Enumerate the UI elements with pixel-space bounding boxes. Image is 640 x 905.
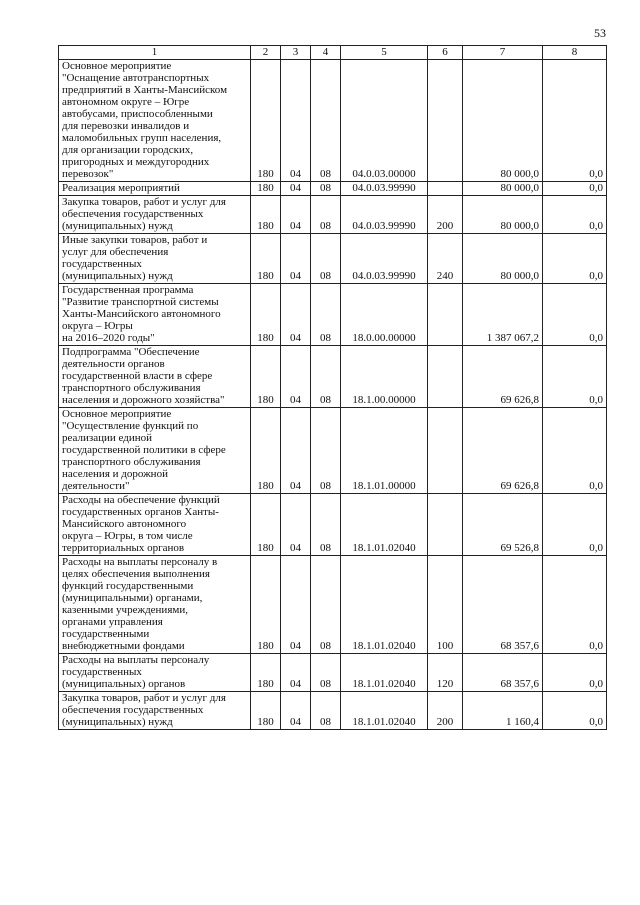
admin-code-cell: 180 — [251, 284, 281, 346]
amount-cell: 1 160,4 — [463, 692, 543, 730]
row-name-line: автобусами, приспособленными — [62, 108, 213, 120]
row-name-line: функций государственными — [62, 580, 194, 592]
amount-secondary-cell: 0,0 — [543, 346, 607, 408]
row-name-line: услуг для обеспечения — [62, 246, 169, 258]
target-article-cell: 18.1.01.02040 — [341, 494, 428, 556]
expense-type-cell: 200 — [428, 196, 463, 234]
row-name-line: казенными учреждениями, — [62, 604, 188, 616]
amount-cell: 68 357,6 — [463, 556, 543, 654]
row-name-line: обеспечения государственных — [62, 208, 204, 220]
row-name-line: населения и дорожной — [62, 468, 168, 480]
amount-secondary-cell: 0,0 — [543, 60, 607, 182]
row-name-line: целях обеспечения выполнения — [62, 568, 210, 580]
row-name-line: Подпрограмма "Обеспечение — [62, 346, 200, 358]
subsection-cell: 08 — [311, 692, 341, 730]
target-article-cell: 04.0.03.99990 — [341, 182, 428, 196]
row-name-line: Закупка товаров, работ и услуг для — [62, 692, 226, 704]
expense-type-cell — [428, 408, 463, 494]
admin-code-cell: 180 — [251, 654, 281, 692]
row-name-line: государственными — [62, 628, 150, 640]
row-name-line: Основное мероприятие — [62, 408, 172, 420]
subsection-cell: 08 — [311, 408, 341, 494]
expense-type-cell: 120 — [428, 654, 463, 692]
row-name-line: (муниципальных) органов — [62, 678, 186, 690]
table-row — [59, 654, 607, 692]
row-name-line: деятельности" — [62, 480, 130, 492]
row-name-line: государственных — [62, 666, 142, 678]
row-name-line: маломобильных групп населения, — [62, 132, 222, 144]
section-cell: 04 — [281, 196, 311, 234]
header-cell: 5 — [341, 46, 428, 60]
admin-code-cell: 180 — [251, 234, 281, 284]
amount-secondary-cell: 0,0 — [543, 196, 607, 234]
row-name-cell — [59, 60, 251, 182]
row-name-line: "Развитие транспортной системы — [62, 296, 219, 308]
expense-type-cell: 200 — [428, 692, 463, 730]
amount-cell: 69 626,8 — [463, 346, 543, 408]
table-row — [59, 692, 607, 730]
row-name-line: округа – Югры — [62, 320, 133, 332]
row-name-line: Реализация мероприятий — [62, 182, 180, 194]
section-cell: 04 — [281, 234, 311, 284]
row-name-line: автономном округе – Югре — [62, 96, 190, 108]
row-name-line: для организации городских, — [62, 144, 194, 156]
header-cell: 7 — [463, 46, 543, 60]
row-name-line: Государственная программа — [62, 284, 194, 296]
row-name-line: внебюджетными фондами — [62, 640, 185, 652]
subsection-cell: 08 — [311, 182, 341, 196]
expense-type-cell: 100 — [428, 556, 463, 654]
header-cell: 6 — [428, 46, 463, 60]
amount-secondary-cell: 0,0 — [543, 654, 607, 692]
header-cell: 2 — [251, 46, 281, 60]
row-name-line: "Оснащение автотранспортных — [62, 72, 210, 84]
budget-table — [58, 45, 607, 730]
table-row — [59, 346, 607, 408]
section-cell: 04 — [281, 182, 311, 196]
target-article-cell: 18.1.00.00000 — [341, 346, 428, 408]
table-row — [59, 182, 607, 196]
table-row — [59, 60, 607, 182]
row-name-cell — [59, 494, 251, 556]
amount-cell: 1 387 067,2 — [463, 284, 543, 346]
subsection-cell: 08 — [311, 60, 341, 182]
table-row — [59, 196, 607, 234]
amount-cell: 69 526,8 — [463, 494, 543, 556]
amount-secondary-cell: 0,0 — [543, 494, 607, 556]
amount-cell: 68 357,6 — [463, 654, 543, 692]
target-article-cell: 04.0.03.99990 — [341, 234, 428, 284]
expense-type-cell — [428, 346, 463, 408]
header-cell: 3 — [281, 46, 311, 60]
row-name-line: предприятий в Ханты-Мансийском — [62, 84, 228, 96]
row-name-line: государственной власти в сфере — [62, 370, 213, 382]
table-row — [59, 234, 607, 284]
target-article-cell: 18.1.01.02040 — [341, 654, 428, 692]
admin-code-cell: 180 — [251, 408, 281, 494]
section-cell: 04 — [281, 284, 311, 346]
row-name-line: на 2016–2020 годы" — [62, 332, 155, 344]
row-name-line: Расходы на обеспечение функций — [62, 494, 220, 506]
table-row — [59, 494, 607, 556]
expense-type-cell — [428, 60, 463, 182]
header-cell: 4 — [311, 46, 341, 60]
row-name-line: населения и дорожного хозяйства" — [62, 394, 225, 406]
amount-secondary-cell: 0,0 — [543, 692, 607, 730]
row-name-line: транспортного обслуживания — [62, 382, 201, 394]
amount-secondary-cell: 0,0 — [543, 408, 607, 494]
amount-cell: 80 000,0 — [463, 60, 543, 182]
row-name-line: (муниципальных) нужд — [62, 716, 173, 728]
row-name-line: (муниципальными) органами, — [62, 592, 203, 604]
expense-type-cell — [428, 494, 463, 556]
row-name-cell — [59, 346, 251, 408]
section-cell: 04 — [281, 654, 311, 692]
page-number: 53 — [594, 26, 606, 40]
row-name-cell — [59, 654, 251, 692]
row-name-line: Основное мероприятие — [62, 60, 172, 72]
admin-code-cell: 180 — [251, 60, 281, 182]
row-name-line: обеспечения государственных — [62, 704, 204, 716]
row-name-line: реализации единой — [62, 432, 153, 444]
row-name-line: пригородных и междугородних — [62, 156, 210, 168]
row-name-line: (муниципальных) нужд — [62, 220, 173, 232]
row-name-line: округа – Югры, в том числе — [62, 530, 193, 542]
row-name-cell — [59, 692, 251, 730]
header-cell: 1 — [59, 46, 251, 60]
amount-cell: 80 000,0 — [463, 234, 543, 284]
row-name-cell — [59, 408, 251, 494]
row-name-line: транспортного обслуживания — [62, 456, 201, 468]
row-name-line: Закупка товаров, работ и услуг для — [62, 196, 226, 208]
admin-code-cell: 180 — [251, 346, 281, 408]
subsection-cell: 08 — [311, 346, 341, 408]
target-article-cell: 18.1.01.02040 — [341, 692, 428, 730]
row-name-line: (муниципальных) нужд — [62, 270, 173, 282]
subsection-cell: 08 — [311, 654, 341, 692]
section-cell: 04 — [281, 556, 311, 654]
row-name-cell — [59, 196, 251, 234]
amount-secondary-cell: 0,0 — [543, 284, 607, 346]
row-name-line: государственных — [62, 258, 142, 270]
row-name-cell — [59, 182, 251, 196]
table-row — [59, 284, 607, 346]
amount-secondary-cell: 0,0 — [543, 182, 607, 196]
row-name-line: для перевозки инвалидов и — [62, 120, 190, 132]
subsection-cell: 08 — [311, 234, 341, 284]
amount-secondary-cell: 0,0 — [543, 234, 607, 284]
row-name-line: деятельности органов — [62, 358, 165, 370]
target-article-cell: 18.0.00.00000 — [341, 284, 428, 346]
target-article-cell: 04.0.03.00000 — [341, 60, 428, 182]
expense-type-cell — [428, 182, 463, 196]
expense-type-cell — [428, 284, 463, 346]
subsection-cell: 08 — [311, 556, 341, 654]
section-cell: 04 — [281, 408, 311, 494]
section-cell: 04 — [281, 494, 311, 556]
section-cell: 04 — [281, 346, 311, 408]
row-name-line: Ханты-Мансийского автономного — [62, 308, 221, 320]
subsection-cell: 08 — [311, 494, 341, 556]
header-row — [59, 46, 607, 60]
target-article-cell: 18.1.01.02040 — [341, 556, 428, 654]
admin-code-cell: 180 — [251, 196, 281, 234]
table-body — [59, 60, 607, 730]
admin-code-cell: 180 — [251, 494, 281, 556]
expense-type-cell: 240 — [428, 234, 463, 284]
row-name-line: Расходы на выплаты персоналу в — [62, 556, 218, 568]
row-name-line: государственных органов Ханты- — [62, 506, 219, 518]
row-name-cell — [59, 556, 251, 654]
row-name-line: Иные закупки товаров, работ и — [62, 234, 208, 246]
row-name-line: "Осуществление функций по — [62, 420, 199, 432]
row-name-line: органами управления — [62, 616, 163, 628]
table-row — [59, 556, 607, 654]
target-article-cell: 18.1.01.00000 — [341, 408, 428, 494]
table-row — [59, 408, 607, 494]
target-article-cell: 04.0.03.99990 — [341, 196, 428, 234]
row-name-line: государственной политики в сфере — [62, 444, 226, 456]
admin-code-cell: 180 — [251, 692, 281, 730]
amount-cell: 80 000,0 — [463, 182, 543, 196]
subsection-cell: 08 — [311, 284, 341, 346]
row-name-line: территориальных органов — [62, 542, 185, 554]
header-cell: 8 — [543, 46, 607, 60]
row-name-cell — [59, 234, 251, 284]
row-name-line: Расходы на выплаты персоналу — [62, 654, 210, 666]
admin-code-cell: 180 — [251, 182, 281, 196]
section-cell: 04 — [281, 60, 311, 182]
amount-cell: 80 000,0 — [463, 196, 543, 234]
section-cell: 04 — [281, 692, 311, 730]
admin-code-cell: 180 — [251, 556, 281, 654]
subsection-cell: 08 — [311, 196, 341, 234]
row-name-cell — [59, 284, 251, 346]
amount-cell: 69 626,8 — [463, 408, 543, 494]
row-name-line: перевозок" — [62, 168, 114, 180]
row-name-line: Мансийского автономного — [62, 518, 187, 530]
amount-secondary-cell: 0,0 — [543, 556, 607, 654]
